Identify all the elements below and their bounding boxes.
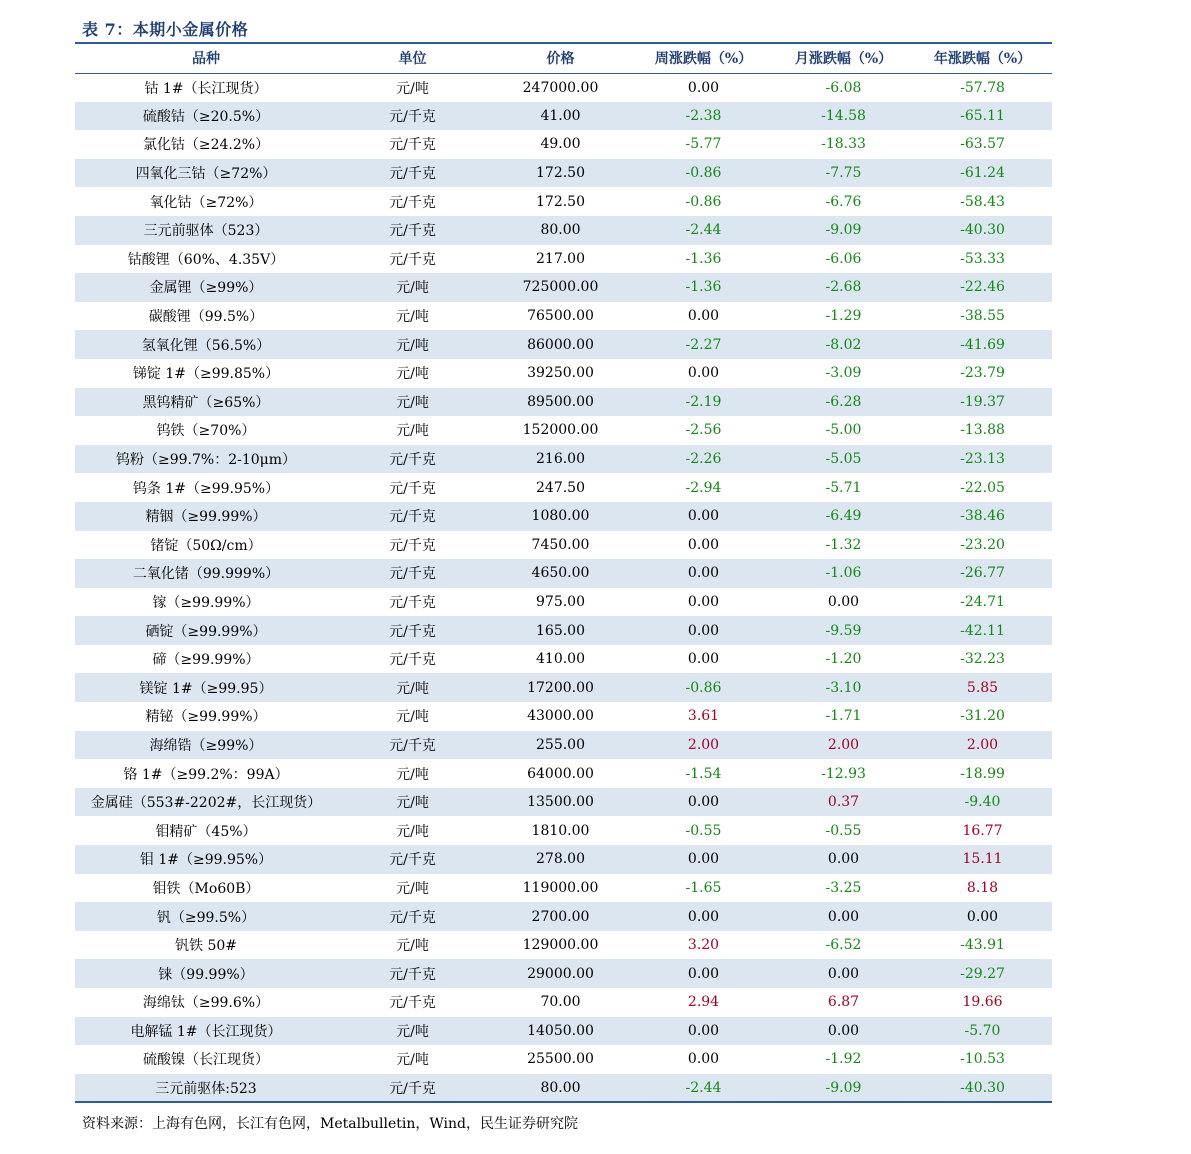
cell-unit: 元/吨 [396,366,429,383]
cell-price: 4650.00 [488,559,633,588]
cell-year-change: -22.05 [960,479,1005,496]
cell-year-change: -32.23 [960,651,1005,668]
cell-month-change: -6.08 [825,79,862,96]
cell-month-change: 6.87 [827,994,860,1011]
cell-price: 410.00 [536,651,585,668]
cell-price: 129000.00 [522,937,599,954]
cell-price: 80.00 [488,1074,633,1103]
cell-year-change: -40.30 [913,216,1052,245]
table-row [75,1045,1052,1074]
cell-price: 39250.00 [527,365,594,382]
cell-week-change: -2.26 [633,445,774,474]
table-row [75,559,1052,588]
cell-price: 64000.00 [527,765,594,782]
cell-week-change: -1.54 [685,765,722,782]
header-month-change: 月涨跌幅（%） [774,43,913,73]
cell-unit: 元/千克 [389,594,436,611]
cell-price: 13500.00 [488,788,633,817]
cell-price: 1810.00 [531,822,590,839]
cell-variety: 氧化钴（≥72%） [149,194,263,211]
cell-variety: 精铟（≥99.99%） [75,502,337,531]
cell-week-change: -2.44 [633,216,774,245]
cell-month-change: -3.25 [825,879,862,896]
cell-variety: 镁锭 1#（≥99.95） [75,673,337,702]
cell-week-change: -0.86 [685,193,722,210]
cell-unit: 元/吨 [396,766,429,783]
cell-year-change: 2.00 [913,731,1052,760]
cell-week-change: 3.61 [687,708,720,725]
cell-week-change: 0.00 [633,902,774,931]
cell-year-change: -18.99 [960,765,1005,782]
cell-month-change: -3.09 [825,365,862,382]
cell-week-change: -0.86 [633,159,774,188]
table-row [75,187,1052,216]
cell-variety: 氯化钴（≥24.2%） [142,137,270,154]
cell-unit: 元/吨 [337,1017,488,1046]
cell-variety: 海绵锆（≥99%） [75,731,337,760]
cell-unit: 元/千克 [389,537,436,554]
cell-week-change: -1.36 [633,273,774,302]
cell-unit: 元/千克 [337,731,488,760]
cell-week-change: 0.00 [687,308,720,325]
table-row [75,902,1052,931]
cell-week-change: -2.38 [633,102,774,131]
cell-price: 278.00 [488,845,633,874]
cell-month-change: 0.00 [774,1017,913,1046]
cell-price: 89500.00 [488,388,633,417]
metal-price-table-container [75,42,1052,1103]
table-row [75,445,1052,474]
cell-week-change: 0.00 [687,536,720,553]
cell-unit: 元/吨 [396,309,429,326]
cell-year-change: -41.69 [913,330,1052,359]
table-row [75,702,1052,731]
cell-month-change: -5.05 [774,445,913,474]
table-row [75,816,1052,845]
cell-week-change: 2.94 [687,994,720,1011]
table-row [75,130,1052,159]
cell-week-change: -2.27 [633,330,774,359]
cell-year-change: -63.57 [960,136,1005,153]
cell-unit: 元/千克 [389,652,436,669]
cell-unit: 元/吨 [396,1052,429,1069]
cell-week-change: -1.65 [685,879,722,896]
cell-price: 41.00 [488,102,633,131]
cell-month-change: 0.00 [774,902,913,931]
cell-price: 7450.00 [531,536,590,553]
cell-year-change: -57.78 [960,79,1005,96]
table-row [75,588,1052,617]
cell-variety: 铼（99.99%） [75,959,337,988]
cell-variety: 硒锭（≥99.99%） [75,616,337,645]
cell-unit: 元/千克 [389,251,436,268]
cell-week-change: 0.00 [687,651,720,668]
cell-price: 1080.00 [488,502,633,531]
header-variety: 品种 [75,43,337,73]
cell-unit: 元/吨 [337,273,488,302]
cell-unit: 元/千克 [389,137,436,154]
cell-unit: 元/千克 [337,216,488,245]
cell-month-change: -9.59 [774,616,913,645]
table-row [75,645,1052,674]
cell-year-change: -10.53 [960,1051,1005,1068]
cell-year-change: 15.11 [913,845,1052,874]
table-row [75,531,1052,560]
cell-price: 172.50 [536,193,585,210]
cell-week-change: 0.00 [633,559,774,588]
cell-variety: 钴酸锂（60%、4.35V） [127,251,285,268]
cell-year-change: -38.46 [913,502,1052,531]
cell-unit: 元/千克 [337,959,488,988]
cell-year-change: -38.55 [960,308,1005,325]
cell-variety: 三元前驱体:523 [75,1074,337,1103]
table-row [75,273,1052,302]
cell-month-change: 0.00 [827,593,860,610]
cell-year-change: -22.46 [913,273,1052,302]
table-row [75,102,1052,131]
cell-unit: 元/千克 [389,480,436,497]
cell-year-change: -5.70 [913,1017,1052,1046]
cell-year-change: -58.43 [960,193,1005,210]
cell-unit: 元/千克 [389,995,436,1012]
table-row [75,159,1052,188]
cell-variety: 碲（≥99.99%） [152,652,260,669]
cell-week-change: 0.00 [687,593,720,610]
cell-variety: 精铋（≥99.99%） [145,709,267,726]
cell-price: 86000.00 [488,330,633,359]
cell-month-change: 0.00 [774,845,913,874]
header-price: 价格 [488,43,633,73]
table-row [75,245,1052,274]
cell-year-change: -31.20 [960,708,1005,725]
cell-variety: 二氧化锗（99.999%） [75,559,337,588]
cell-unit: 元/千克 [337,616,488,645]
cell-variety: 钨铁（≥70%） [156,423,256,440]
source-note: 资料来源：上海有色网，长江有色网，Metalbulletin，Wind，民生证券研究院 [82,1116,579,1132]
cell-month-change: -1.32 [825,536,862,553]
cell-month-change: -6.06 [825,250,862,267]
cell-price: 43000.00 [527,708,594,725]
cell-week-change: 0.00 [633,1017,774,1046]
cell-unit: 元/千克 [337,445,488,474]
cell-week-change: -2.56 [685,422,722,439]
cell-year-change: -23.13 [913,445,1052,474]
cell-year-change: -65.11 [913,102,1052,131]
cell-price: 29000.00 [488,959,633,988]
cell-year-change: -9.40 [913,788,1052,817]
table-row [75,302,1052,331]
table-row [75,388,1052,417]
cell-variety: 钒铁 50# [175,938,237,955]
cell-unit: 元/吨 [396,823,429,840]
cell-unit: 元/吨 [396,423,429,440]
cell-unit: 元/千克 [337,559,488,588]
cell-unit: 元/吨 [337,673,488,702]
cell-price: 119000.00 [522,879,599,896]
cell-week-change: -2.94 [685,479,722,496]
cell-year-change: -61.24 [913,159,1052,188]
cell-year-change: 19.66 [962,994,1003,1011]
cell-variety: 海绵钛（≥99.6%） [142,995,270,1012]
cell-price: 70.00 [540,994,581,1011]
cell-variety: 金属硅（553#-2202#，长江现货） [75,788,337,817]
cell-year-change: 0.00 [913,902,1052,931]
table-row [75,1074,1052,1103]
header-year-change: 年涨跌幅（%） [913,43,1052,73]
cell-week-change: 0.00 [687,365,720,382]
table-row [75,731,1052,760]
table-row [75,502,1052,531]
cell-year-change: -40.30 [913,1074,1052,1103]
table-row [75,330,1052,359]
cell-price: 216.00 [488,445,633,474]
cell-variety: 硫酸钴（≥20.5%） [75,102,337,131]
cell-variety: 四氧化三钴（≥72%） [75,159,337,188]
table-row [75,959,1052,988]
table-row [75,988,1052,1017]
cell-variety: 氢氧化锂（56.5%） [75,330,337,359]
cell-month-change: 0.00 [774,959,913,988]
cell-week-change: 0.00 [633,502,774,531]
cell-variety: 钒（≥99.5%） [75,902,337,931]
cell-month-change: -1.20 [825,651,862,668]
cell-unit: 元/千克 [337,1074,488,1103]
table-row [75,73,1052,102]
cell-variety: 三元前驱体（523） [75,216,337,245]
cell-week-change: -2.44 [633,1074,774,1103]
cell-price: 725000.00 [488,273,633,302]
cell-unit: 元/千克 [337,502,488,531]
table-row [75,874,1052,903]
cell-price: 25500.00 [527,1051,594,1068]
cell-year-change: -29.27 [913,959,1052,988]
cell-price: 247000.00 [522,79,599,96]
cell-unit: 元/千克 [337,159,488,188]
cell-variety: 锗锭（50Ω/cm） [150,537,262,554]
table-body [75,73,1052,1102]
cell-unit: 元/吨 [337,788,488,817]
cell-variety: 镓（≥99.99%） [152,594,260,611]
cell-unit: 元/吨 [396,880,429,897]
cell-price: 80.00 [488,216,633,245]
cell-year-change: 16.77 [962,822,1003,839]
table-row [75,788,1052,817]
cell-month-change: -6.76 [825,193,862,210]
cell-month-change: -5.00 [825,422,862,439]
cell-month-change: -7.75 [774,159,913,188]
cell-week-change: -0.55 [685,822,722,839]
cell-unit: 元/吨 [337,330,488,359]
table-row [75,473,1052,502]
cell-variety: 钨条 1#（≥99.95%） [132,480,280,497]
cell-month-change: -6.52 [825,937,862,954]
cell-month-change: -9.09 [774,1074,913,1103]
cell-variety: 黑钨精矿（≥65%） [75,388,337,417]
cell-week-change: 0.00 [633,845,774,874]
cell-year-change: -23.20 [960,536,1005,553]
cell-week-change: -2.19 [633,388,774,417]
table-title: 表 7：本期小金属价格 [82,20,249,39]
cell-unit: 元/千克 [389,194,436,211]
cell-unit: 元/吨 [396,938,429,955]
cell-price: 255.00 [488,731,633,760]
table-row [75,931,1052,960]
cell-unit: 元/吨 [337,388,488,417]
table-row [75,416,1052,445]
cell-month-change: -6.28 [774,388,913,417]
cell-price: 152000.00 [522,422,599,439]
cell-year-change: -19.37 [913,388,1052,417]
cell-year-change: -24.71 [960,593,1005,610]
cell-year-change: -42.11 [913,616,1052,645]
cell-variety: 硫酸镍（长江现货） [143,1052,269,1069]
cell-variety: 钼铁（Mo60B） [152,880,260,897]
cell-week-change: -1.36 [685,250,722,267]
cell-price: 975.00 [536,593,585,610]
cell-variety: 碳酸锂（99.5%） [148,309,264,326]
cell-unit: 元/吨 [396,80,429,97]
table-row [75,616,1052,645]
table-row [75,1017,1052,1046]
cell-price: 172.50 [488,159,633,188]
metal-price-table [75,42,1052,1103]
cell-month-change: -1.71 [825,708,862,725]
table-row [75,673,1052,702]
cell-week-change: 3.20 [687,937,720,954]
cell-week-change: 0.00 [687,79,720,96]
cell-month-change: 0.37 [774,788,913,817]
cell-price: 217.00 [536,250,585,267]
cell-month-change: -0.55 [825,822,862,839]
cell-price: 14050.00 [488,1017,633,1046]
cell-variety: 钨粉（≥99.7%：2-10μm） [75,445,337,474]
cell-unit: 元/千克 [337,902,488,931]
cell-week-change: 0.00 [633,788,774,817]
cell-unit: 元/千克 [337,102,488,131]
header-row [75,43,1052,73]
cell-year-change: 5.85 [913,673,1052,702]
cell-unit: 元/吨 [396,709,429,726]
cell-year-change: 8.18 [966,879,999,896]
cell-month-change: -2.68 [774,273,913,302]
cell-variety: 钼 1#（≥99.95%） [75,845,337,874]
cell-month-change: -1.29 [825,308,862,325]
cell-variety: 钼精矿（45%） [155,823,257,840]
cell-week-change: 0.00 [633,616,774,645]
cell-month-change: -6.49 [774,502,913,531]
table-header [75,43,1052,73]
table-row [75,759,1052,788]
cell-month-change: -12.93 [821,765,866,782]
cell-variety: 铬 1#（≥99.2%：99A） [123,766,289,783]
cell-unit: 元/千克 [337,845,488,874]
cell-year-change: -43.91 [960,937,1005,954]
cell-week-change: 2.00 [633,731,774,760]
cell-year-change: -23.79 [960,365,1005,382]
cell-month-change: 2.00 [774,731,913,760]
cell-year-change: -13.88 [960,422,1005,439]
cell-price: 49.00 [540,136,581,153]
cell-year-change: -26.77 [913,559,1052,588]
cell-month-change: -1.92 [825,1051,862,1068]
cell-month-change: -14.58 [774,102,913,131]
table-row [75,845,1052,874]
cell-month-change: -5.71 [825,479,862,496]
cell-year-change: -53.33 [960,250,1005,267]
cell-variety: 金属锂（≥99%） [75,273,337,302]
cell-month-change: -18.33 [821,136,866,153]
cell-price: 247.50 [536,479,585,496]
cell-price: 76500.00 [527,308,594,325]
cell-week-change: -5.77 [685,136,722,153]
table-row [75,359,1052,388]
cell-variety: 钴 1#（长江现货） [144,80,268,97]
table-row [75,216,1052,245]
cell-price: 165.00 [488,616,633,645]
cell-price: 17200.00 [488,673,633,702]
cell-month-change: -3.10 [774,673,913,702]
cell-variety: 电解锰 1#（长江现货） [75,1017,337,1046]
cell-month-change: -9.09 [774,216,913,245]
cell-week-change: -0.86 [633,673,774,702]
header-unit: 单位 [337,43,488,73]
cell-week-change: 0.00 [687,1051,720,1068]
cell-variety: 锑锭 1#（≥99.85%） [132,366,280,383]
cell-week-change: 0.00 [633,959,774,988]
header-week-change: 周涨跌幅（%） [633,43,774,73]
cell-month-change: -8.02 [774,330,913,359]
cell-price: 2700.00 [488,902,633,931]
cell-month-change: -1.06 [774,559,913,588]
